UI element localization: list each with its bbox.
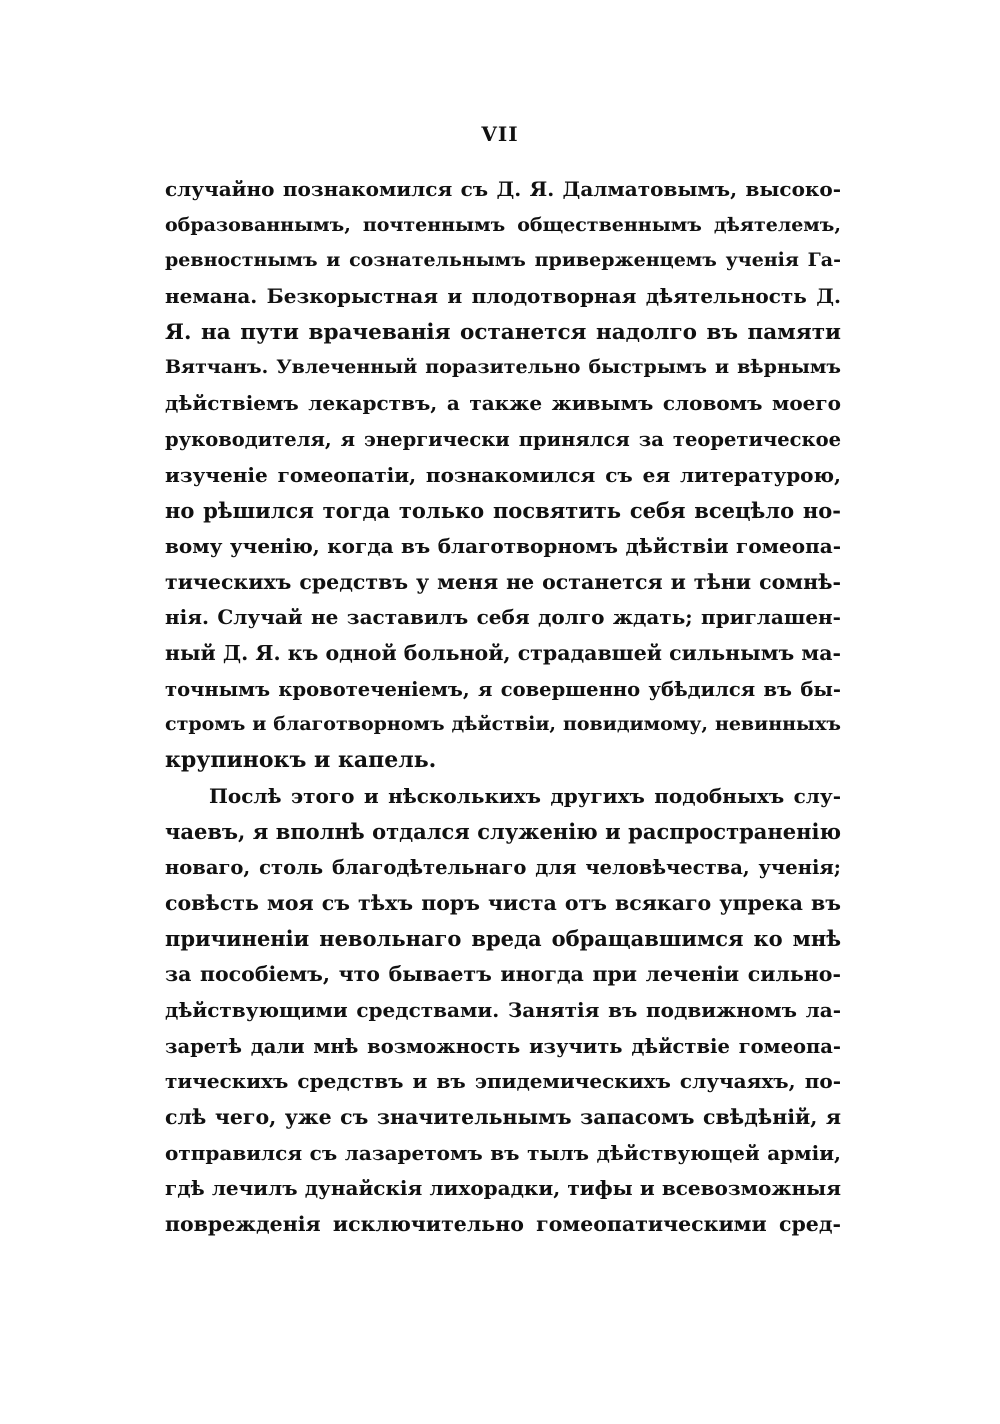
text-line: тическихъ средствъ и въ эпидемическихъ случаяхъ, по- xyxy=(165,1069,841,1094)
text-line: новаго, столь благодѣтельнаго для человѣчества, ученія; xyxy=(165,856,841,880)
text-line: за пособіемъ, что бываетъ иногда при леченіи сильно- xyxy=(165,962,841,987)
text-line: вому ученію, когда въ благотворномъ дѣйствіи гомеопа- xyxy=(165,533,841,558)
text-line: ный Д. Я. къ одной больной, страдавшей сильнымъ ма- xyxy=(165,640,841,665)
text-line: немана. Безкорыстная и плодотворная дѣятельность Д. xyxy=(165,284,841,309)
text-line: Вятчанъ. Увлеченный поразительно быстрымъ и вѣрнымъ xyxy=(165,356,841,379)
text-line: образованнымъ, почтеннымъ общественнымъ дѣятелемъ, xyxy=(165,213,841,236)
text-line: причиненіи невольнаго вреда обращавшимся ко мнѣ xyxy=(165,926,841,952)
body-text xyxy=(165,172,841,1243)
text-line: дѣйствіемъ лекарствъ, а также живымъ словомъ моего xyxy=(165,391,841,416)
text-line: совѣсть моя съ тѣхъ поръ чиста отъ всякаго упрека въ xyxy=(165,890,841,915)
text-line: слѣ чего, уже съ значительнымъ запасомъ свѣдѣній, я xyxy=(165,1104,841,1129)
text-line: отправился съ лазаретомъ въ тылъ дѣйствующей арміи, xyxy=(165,1140,841,1165)
text-line: дѣйствующими средствами. Занятія въ подвижномъ ла- xyxy=(165,997,841,1022)
text-line: но рѣшился тогда только посвятить себя всецѣло но- xyxy=(165,498,841,524)
text-line: случайно познакомился съ Д. Я. Далматовымъ, высоко- xyxy=(165,177,841,201)
text-line: поврежденія исключительно гомеопатическими сред- xyxy=(165,1211,841,1236)
text-line: тическихъ средствъ у меня не останется и тѣни сомнѣ- xyxy=(165,569,841,594)
text-line: гдѣ лечилъ дунайскія лихорадки, тифы и всевозможныя xyxy=(165,1176,841,1201)
text-line-paragraph-end: крупинокъ и капель. xyxy=(165,747,437,773)
text-line: нія. Случай не заставилъ себя долго ждать; приглашен- xyxy=(165,605,841,630)
text-line: ревностнымъ и сознательнымъ приверженцемъ ученія Га- xyxy=(165,249,841,272)
page-number: VII xyxy=(481,122,519,146)
text-line: точнымъ кровотеченіемъ, я совершенно убѣдился въ бы- xyxy=(165,677,841,701)
text-line: чаевъ, я вполнѣ отдался служенію и распространенію xyxy=(165,819,841,845)
text-line: изученіе гомеопатіи, познакомился съ ея литературою, xyxy=(165,462,841,487)
text-line: заретѣ дали мнѣ возможность изучить дѣйствіе гомеопа- xyxy=(165,1034,841,1058)
text-line: Я. на пути врачеванія останется надолго въ памяти xyxy=(165,319,841,345)
text-line: руководителя, я энергически принялся за теоретическое xyxy=(165,427,841,451)
text-line-paragraph-start: Послѣ этого и нѣсколькихъ другихъ подобныхъ слу- xyxy=(209,783,841,808)
text-line: стромъ и благотворномъ дѣйствіи, повидимому, невинныхъ xyxy=(165,713,841,736)
